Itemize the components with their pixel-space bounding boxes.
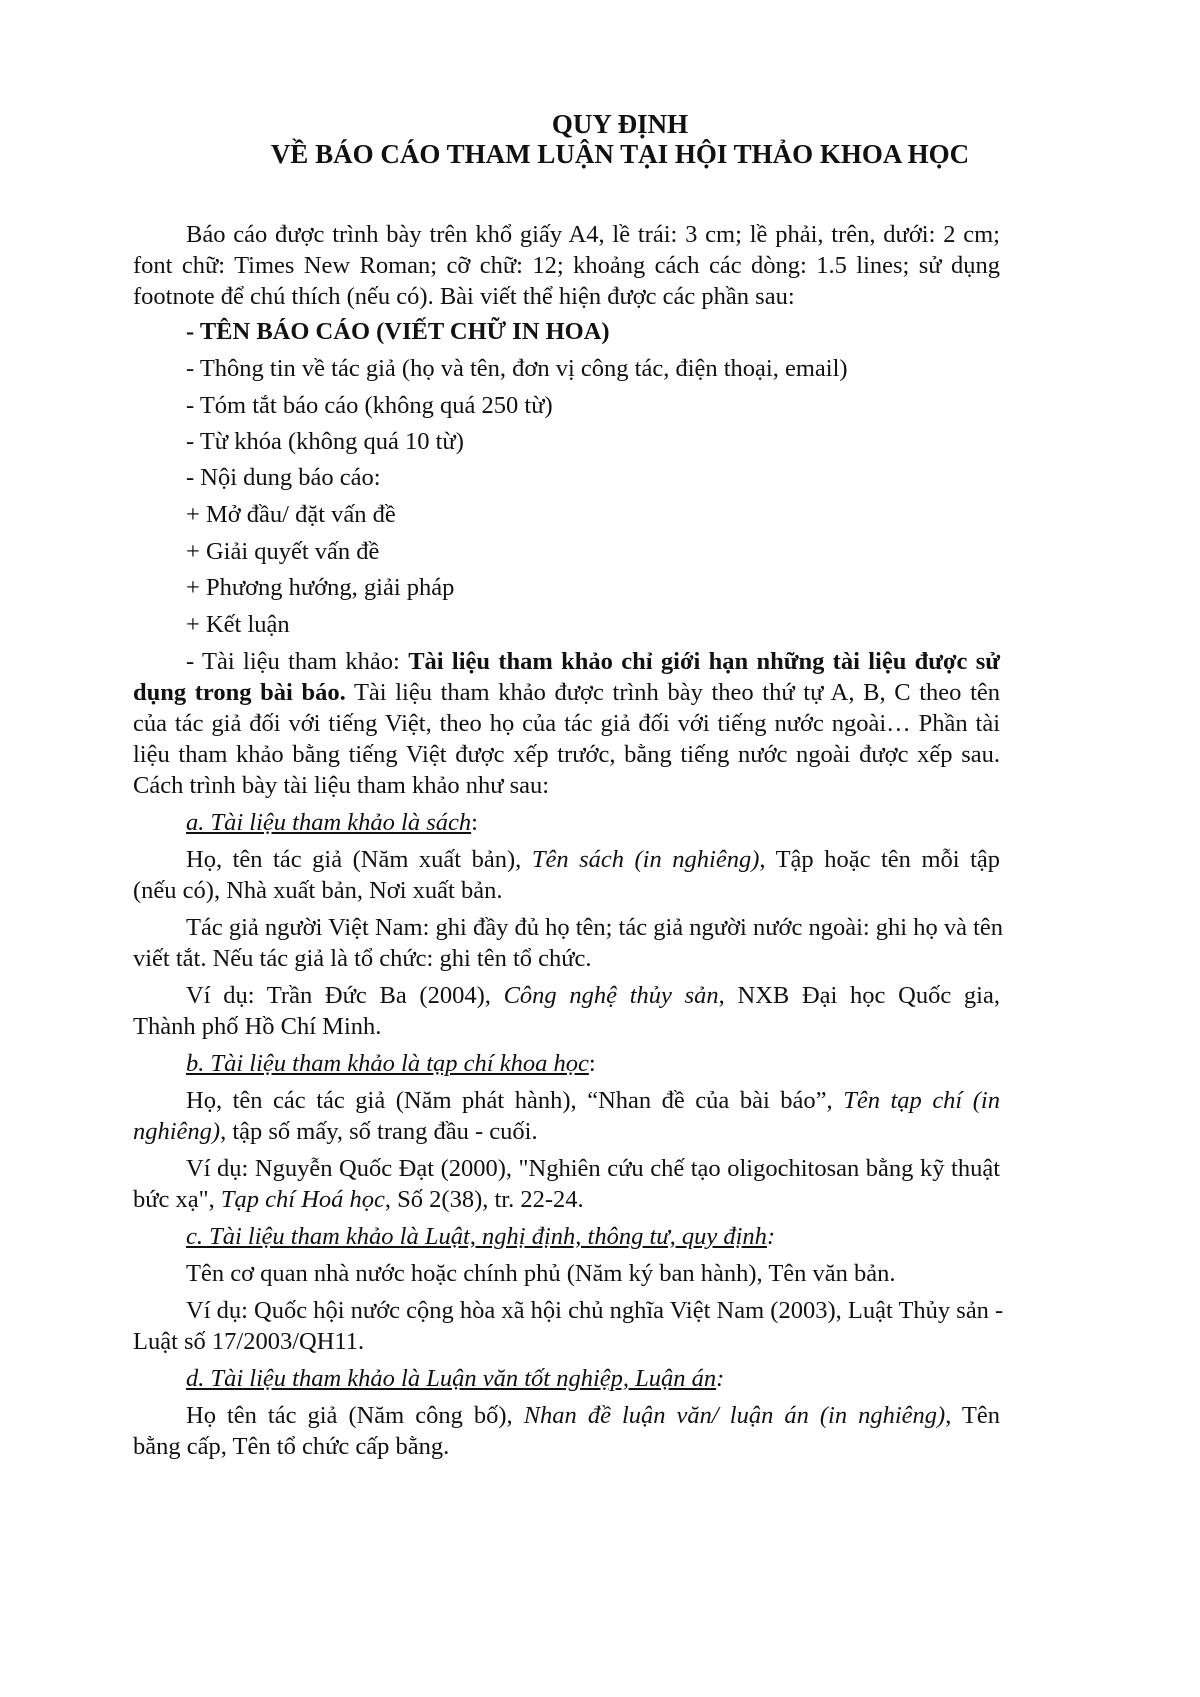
thesis-heading-line: [186, 1364, 724, 1394]
references-line-3: của tác giả đối với tiếng Việt, theo họ của tác giả đối với tiếng nước ngoài… Phần tài: [133, 710, 1000, 737]
section-summary: - Tóm tắt báo cáo (không quá 250 từ): [186, 392, 553, 419]
section-title-text: - TÊN BÁO CÁO (VIẾT CHỮ IN HOA): [186, 318, 610, 345]
references-line-1: [186, 647, 1000, 677]
intro-line-3: footnote để chú thích (nếu có). Bài viết thể hiện được các phần sau:: [133, 283, 795, 310]
journal-example-b: Tạp chí Hoá học: [220, 1186, 385, 1213]
journal-format-c: nghiêng): [133, 1118, 221, 1145]
book-heading: a. Tài liệu tham khảo là sách: [186, 809, 472, 836]
book-example-a: Ví dụ: Trần Đức Ba (2004),: [186, 982, 504, 1009]
law-example-line-1: Ví dụ: Quốc hội nước cộng hòa xã hội chủ nghĩa Việt Nam (2003), Luật Thủy sản -: [186, 1297, 1004, 1324]
law-format-line-1: Tên cơ quan nhà nước hoặc chính phủ (Năm ký ban hành), Tên văn bản.: [186, 1260, 896, 1287]
section-sub-intro: + Mở đầu/ đặt vấn đề: [186, 501, 396, 528]
thesis-format-line-2: bằng cấp, Tên tổ chức cấp bằng.: [133, 1433, 450, 1460]
intro-line-2: font chữ: Times New Roman; cỡ chữ: 12; khoảng cách các dòng: 1.5 lines; sử dụng: [133, 252, 1000, 279]
book-example-line-1: [186, 981, 1000, 1011]
thesis-format-c: , Tên: [945, 1402, 1000, 1429]
book-format-line-1: [186, 845, 1000, 875]
document-title-line1: QUY ĐỊNH: [551, 109, 689, 139]
section-content: - Nội dung báo cáo:: [186, 464, 381, 491]
law-heading-line: [186, 1222, 775, 1252]
journal-format-line-2: [133, 1117, 538, 1147]
journal-example-line-1: Ví dụ: Nguyễn Quốc Đạt (2000), "Nghiên cứu chế tạo oligochitosan bằng kỹ thuật: [186, 1155, 1000, 1182]
book-note-line-1: Tác giả người Việt Nam: ghi đầy đủ họ tên; tác giả người nước ngoài: ghi họ và tên: [186, 914, 1004, 941]
journal-example-c: , Số 2(38), tr. 22-24.: [384, 1186, 584, 1213]
thesis-format-line-1: [186, 1401, 1000, 1431]
book-heading-line: [186, 808, 478, 838]
section-sub-direction: + Phương hướng, giải pháp: [186, 574, 455, 601]
journal-example-a: bức xạ",: [133, 1186, 221, 1213]
references-rest-b: Tài liệu tham khảo được trình bày theo thứ tự A, B, C theo tên: [345, 679, 1000, 706]
references-bold-a: Tài liệu tham khảo chỉ giới hạn những tài liệu được sử: [408, 648, 1000, 675]
book-note-line-2: viết tắt. Nếu tác giả là tổ chức: ghi tên tổ chức.: [133, 945, 592, 972]
book-heading-colon: :: [471, 809, 478, 836]
book-format-a: Họ, tên tác giả (Năm xuất bản),: [186, 846, 532, 873]
journal-format-a: Họ, tên các tác giả (Năm phát hành), “Nhan đề của bài báo”,: [186, 1087, 844, 1114]
law-heading: c. Tài liệu tham khảo là Luật, nghị định, thông tư, quy định: [186, 1223, 767, 1250]
section-sub-solve: + Giải quyết vấn đề: [186, 538, 380, 565]
section-author-info: - Thông tin về tác giả (họ và tên, đơn vị công tác, điện thoại, email): [186, 355, 848, 382]
thesis-heading-colon: :: [716, 1365, 725, 1392]
thesis-format-b: Nhan đề luận văn/ luận án (in nghiêng): [523, 1402, 946, 1429]
law-heading-colon: :: [766, 1223, 776, 1250]
journal-format-line-1: [186, 1086, 1000, 1116]
law-example-line-2: Luật số 17/2003/QH11.: [133, 1328, 365, 1355]
section-sub-conclusion: + Kết luận: [186, 611, 290, 638]
journal-heading-line: [186, 1049, 596, 1079]
section-title-item: [186, 317, 610, 347]
references-line-5: Cách trình bày tài liệu tham khảo như sau:: [133, 772, 550, 799]
book-example-line-2: Thành phố Hồ Chí Minh.: [133, 1013, 382, 1040]
journal-heading: b. Tài liệu tham khảo là tạp chí khoa học: [186, 1050, 589, 1077]
book-format-line-2: (nếu có), Nhà xuất bản, Nơi xuất bản.: [133, 877, 503, 904]
book-format-c: , Tập hoặc tên mỗi tập: [759, 846, 1001, 873]
references-bold-b: dụng trong bài báo.: [133, 679, 346, 706]
references-line-2: [133, 678, 1000, 708]
book-example-b: Công nghệ thủy sản: [503, 982, 719, 1009]
intro-line-1: Báo cáo được trình bày trên khổ giấy A4, lề trái: 3 cm; lề phải, trên, dưới: 2 cm;: [186, 221, 1000, 248]
book-example-c: , NXB Đại học Quốc gia,: [718, 982, 1000, 1009]
thesis-format-a: Họ tên tác giả (Năm công bố),: [186, 1402, 524, 1429]
journal-heading-colon: :: [588, 1050, 596, 1077]
journal-example-line-2: [133, 1185, 584, 1215]
document-title-line2: VỀ BÁO CÁO THAM LUẬN TẠI HỘI THẢO KHOA HỌC: [270, 139, 970, 169]
thesis-heading: d. Tài liệu tham khảo là Luận văn tốt nghiệp, Luận án: [186, 1365, 717, 1392]
references-lead: - Tài liệu tham khảo:: [186, 648, 409, 675]
section-keywords: - Từ khóa (không quá 10 từ): [186, 428, 464, 455]
references-line-4: liệu tham khảo bằng tiếng Việt được xếp trước, bằng tiếng nước ngoài được xếp sau.: [133, 741, 1000, 768]
journal-format-d: , tập số mấy, số trang đầu - cuối.: [220, 1118, 538, 1145]
book-format-b: Tên sách (in nghiêng): [531, 846, 760, 873]
journal-format-b: Tên tạp chí (in: [843, 1087, 1000, 1114]
